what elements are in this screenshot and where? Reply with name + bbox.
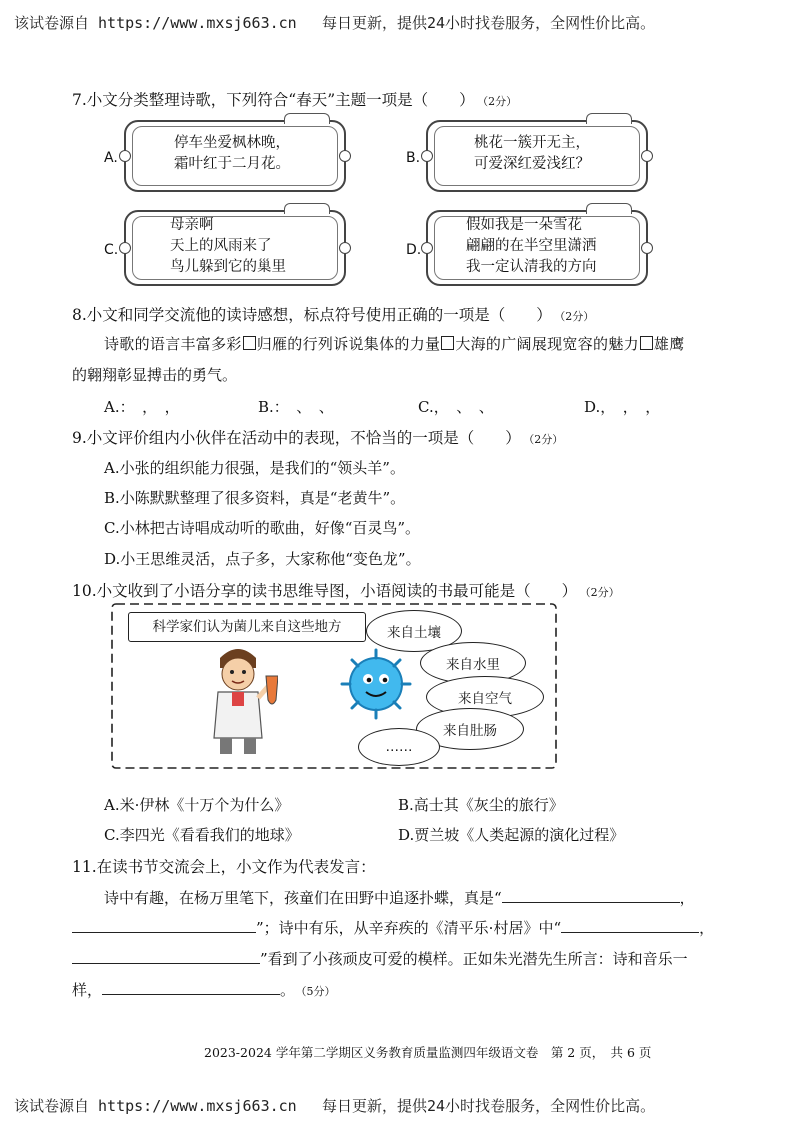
scroll-knob xyxy=(641,242,653,254)
comma: ， xyxy=(699,919,715,937)
q8-passage-line2: 的翱翔彰显搏击的勇气。 xyxy=(72,366,238,384)
passage-segment: 雄鹰 xyxy=(653,335,685,353)
q11-line4-text: 样， xyxy=(72,981,103,999)
mindmap-bubble-soil: 来自土壤 xyxy=(366,610,462,652)
scroll-knob xyxy=(339,150,351,162)
q7-option-a-poem xyxy=(174,133,290,175)
q11-line3-text: ”看到了小孩顽皮可爱的模样。正如朱光潜先生所言：诗和音乐一 xyxy=(260,950,688,968)
poem-line: 可爱深红爱浅红？ xyxy=(474,156,590,172)
footer-source: 该试卷源自 https://www.mxsj663.cn xyxy=(14,1097,297,1115)
q11-line1 xyxy=(104,887,695,908)
q7-option-a-scroll[interactable] xyxy=(124,120,346,192)
q7-option-d-letter: D. xyxy=(406,242,422,258)
q8-stem xyxy=(72,303,594,325)
answer-blank[interactable] xyxy=(561,931,699,933)
mindmap-title: 科学家们认为菌儿来自这些地方 xyxy=(128,612,366,642)
scroll-cap xyxy=(284,203,330,214)
q11-points: （5分） xyxy=(301,985,336,998)
q8-option-c[interactable]: C.， 、 、 xyxy=(418,398,494,416)
blank-box[interactable] xyxy=(243,336,256,350)
answer-blank[interactable] xyxy=(72,962,260,964)
q11-line4-end: 。 xyxy=(280,981,296,999)
q10-option-d[interactable]: D.贾兰坡《人类起源的演化过程》 xyxy=(398,826,625,844)
q9-option-a[interactable]: A.小张的组织能力很强，是我们的“领头羊”。 xyxy=(104,459,405,477)
poem-line: 霜叶红于二月花。 xyxy=(174,156,290,172)
answer-blank[interactable] xyxy=(102,993,280,995)
q10-stem xyxy=(72,579,620,601)
q11-line4 xyxy=(72,979,336,1000)
q9-option-c[interactable]: C.小林把古诗唱成动听的歌曲，好像“百灵鸟”。 xyxy=(104,519,421,537)
scroll-knob xyxy=(119,242,131,254)
mindmap-bubble-air: 来自空气 xyxy=(426,676,544,718)
poem-line: 鸟儿躲到它的巢里 xyxy=(170,259,286,275)
q10-mindmap xyxy=(110,602,558,770)
q10-stem-text: 10.小文收到了小语分享的读书思维导图，小语阅读的书最可能是（ ） xyxy=(72,582,578,600)
footer-exam-info: 2023-2024 学年第二学期区义务教育质量监测四年级语文卷 第 2 页， 共 6 页 xyxy=(204,1045,652,1060)
blank-box[interactable] xyxy=(441,336,454,350)
q9-stem xyxy=(72,426,563,448)
mindmap-bubble-water: 来自水里 xyxy=(420,642,526,684)
q9-points: （2分） xyxy=(528,433,564,446)
q11-stem: 11.在读书节交流会上，小文作为代表发言： xyxy=(72,858,376,876)
q7-stem-text: 7.小文分类整理诗歌，下列符合“春天”主题一项是（ ） xyxy=(72,91,475,109)
poem-line: 翩翩的在半空里潇洒 xyxy=(466,238,597,254)
comma: ， xyxy=(679,889,695,907)
scroll-cap xyxy=(586,113,632,124)
scroll-knob xyxy=(641,150,653,162)
q7-option-b-scroll[interactable] xyxy=(426,120,648,192)
q9-stem-text: 9.小文评价组内小伙伴在活动中的表现，不恰当的一项是（ ） xyxy=(72,429,521,447)
q11-line2-text: ”；诗中有乐，从辛弃疾的《清平乐·村居》中“ xyxy=(256,919,562,937)
q10-points: （2分） xyxy=(585,586,620,599)
passage-segment: 归雁的行列诉说集体的力量 xyxy=(256,335,441,353)
q8-passage-line1 xyxy=(104,333,685,354)
q8-stem-text: 8.小文和同学交流他的读诗感想，标点符号使用正确的一项是（ ） xyxy=(72,306,552,324)
q7-option-c-poem xyxy=(170,215,286,278)
q8-points: （2分） xyxy=(559,310,595,323)
q7-option-b-poem xyxy=(474,133,590,175)
passage-segment: 大海的广阔展现宽容的魅力 xyxy=(455,335,639,353)
scroll-knob xyxy=(421,150,433,162)
q7-option-b-letter: B. xyxy=(406,150,421,166)
scroll-knob xyxy=(421,242,433,254)
q7-option-c-letter: C. xyxy=(104,242,119,258)
q8-option-d[interactable]: D.， ， ， xyxy=(584,398,661,416)
q7-option-d-poem xyxy=(466,215,597,278)
q9-option-b[interactable]: B.小陈默默整理了很多资料，真是“老黄牛”。 xyxy=(104,489,406,507)
footer-slogan: 每日更新，提供24小时找卷服务，全网性价比高。 xyxy=(322,1097,656,1115)
scientist-icon xyxy=(198,638,278,758)
mindmap-bubble-gut: 来自肚肠 xyxy=(416,708,524,750)
q9-option-d[interactable]: D.小王思维灵活，点子多，大家称他“变色龙”。 xyxy=(104,550,421,568)
q8-option-a[interactable]: A.： ， ， xyxy=(104,398,180,416)
poem-line: 母亲啊 xyxy=(170,217,214,233)
q11-line1-text: 诗中有趣，在杨万里笔下，孩童们在田野中追逐扑蝶，真是“ xyxy=(104,889,502,907)
q11-line2 xyxy=(72,917,714,938)
header-slogan: 每日更新，提供24小时找卷服务，全网性价比高。 xyxy=(322,14,656,32)
mindmap-bubble-more: …… xyxy=(358,728,440,766)
poem-line: 我一定认清我的方向 xyxy=(466,259,597,275)
q10-option-a[interactable]: A.米·伊林《十万个为什么》 xyxy=(104,796,290,814)
q10-option-c[interactable]: C.李四光《看看我们的地球》 xyxy=(104,826,300,844)
germ-icon xyxy=(338,646,414,722)
q11-line3 xyxy=(72,948,688,969)
scroll-knob xyxy=(339,242,351,254)
q7-option-d-scroll[interactable] xyxy=(426,210,648,286)
q8-option-b[interactable]: B.： 、 、 xyxy=(258,398,334,416)
poem-line: 天上的风雨来了 xyxy=(170,238,272,254)
scroll-knob xyxy=(119,150,131,162)
passage-segment: 诗歌的语言丰富多彩 xyxy=(104,335,242,353)
poem-line: 桃花一簇开无主， xyxy=(474,135,590,151)
poem-line: 假如我是一朵雪花 xyxy=(466,217,582,233)
q7-stem xyxy=(72,88,517,110)
q7-points: （2分） xyxy=(482,95,518,108)
header-source: 该试卷源自 https://www.mxsj663.cn xyxy=(14,14,297,32)
scroll-cap xyxy=(586,203,632,214)
answer-blank[interactable] xyxy=(502,901,680,903)
q7-option-a-letter: A. xyxy=(104,150,118,166)
scroll-cap xyxy=(284,113,330,124)
poem-line: 停车坐爱枫林晚， xyxy=(174,135,290,151)
q10-option-b[interactable]: B.高士其《灰尘的旅行》 xyxy=(398,796,564,814)
answer-blank[interactable] xyxy=(72,931,256,933)
q7-option-c-scroll[interactable] xyxy=(124,210,346,286)
blank-box[interactable] xyxy=(640,336,653,350)
